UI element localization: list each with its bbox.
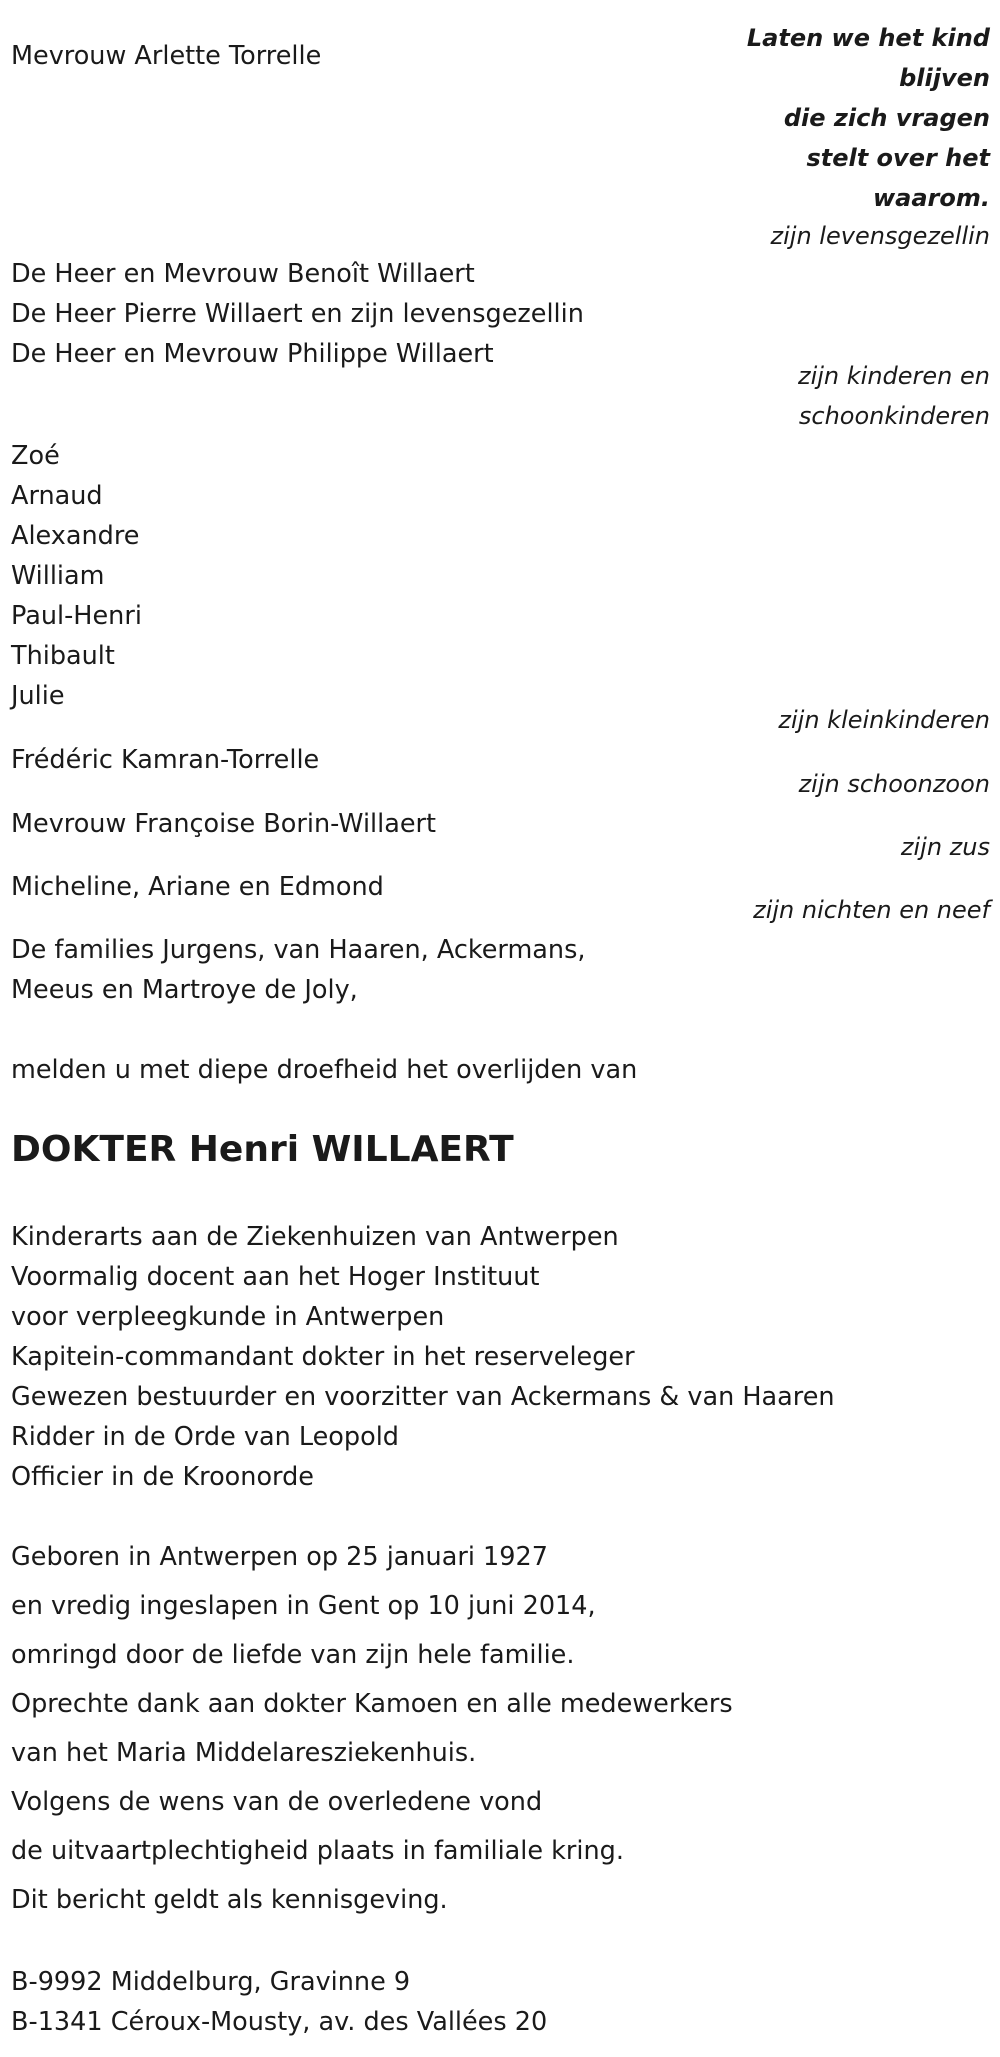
grandchild-name: Paul-Henri (11, 601, 142, 631)
quote-line: stelt over het (806, 144, 990, 172)
families-line: Meeus en Martroye de Joly, (11, 975, 358, 1005)
sister-role: zijn zus (900, 833, 990, 861)
son-in-law-name: Frédéric Kamran-Torrelle (11, 745, 320, 775)
detail-line: Oprechte dank aan dokter Kamoen en alle medewerkers (11, 1689, 733, 1719)
son-in-law-role: zijn schoonzoon (798, 770, 990, 798)
address-line: B-9992 Middelburg, Gravinne 9 (11, 1967, 411, 1997)
grandchild-name: Julie (11, 681, 65, 711)
detail-line: Dit bericht geldt als kennisgeving. (11, 1885, 448, 1915)
address-line: B-1341 Céroux-Mousty, av. des Vallées 20 (11, 2007, 548, 2037)
quote-line: die zich vragen (783, 104, 990, 132)
families-line: De families Jurgens, van Haaren, Ackermans, (11, 935, 586, 965)
title-line: Ridder in de Orde van Leopold (11, 1422, 399, 1452)
deceased-name: DOKTER Henri WILLAERT (11, 1129, 514, 1170)
nieces-name: Micheline, Ariane en Edmond (11, 872, 384, 902)
title-line: Gewezen bestuurder en voorzitter van Ackermans & van Haaren (11, 1382, 835, 1412)
partner-role: zijn levensgezellin (770, 222, 990, 250)
nieces-role: zijn nichten en neef (753, 896, 990, 924)
grandchild-name: Thibault (11, 641, 115, 671)
detail-line: van het Maria Middelaresziekenhuis. (11, 1738, 477, 1768)
announcement: melden u met diepe droefheid het overlijden van (11, 1055, 638, 1085)
children-role-line: zijn kinderen en (798, 362, 990, 390)
quote-line: blijven (899, 64, 990, 92)
quote-line: waarom. (872, 184, 990, 212)
grandchild-name: Arnaud (11, 481, 103, 511)
title-line: Voormalig docent aan het Hoger Instituut (11, 1262, 540, 1292)
child-name: De Heer Pierre Willaert en zijn levensgezellin (11, 299, 584, 329)
grandchildren-role: zijn kleinkinderen (778, 706, 990, 734)
detail-line: Geboren in Antwerpen op 25 januari 1927 (11, 1542, 548, 1572)
detail-line: Volgens de wens van de overledene vond (11, 1787, 543, 1817)
detail-line: omringd door de liefde van zijn hele familie. (11, 1640, 575, 1670)
child-name: De Heer en Mevrouw Philippe Willaert (11, 339, 494, 369)
detail-line: en vredig ingeslapen in Gent op 10 juni 2014, (11, 1591, 596, 1621)
title-line: Kapitein-commandant dokter in het reserveleger (11, 1342, 635, 1372)
child-name: De Heer en Mevrouw Benoît Willaert (11, 259, 475, 289)
quote-line: Laten we het kind (746, 24, 990, 52)
partner-name: Mevrouw Arlette Torrelle (11, 41, 322, 71)
grandchild-name: William (11, 561, 105, 591)
sister-name: Mevrouw Françoise Borin-Willaert (11, 809, 436, 839)
children-role-line: schoonkinderen (798, 402, 990, 430)
title-line: Officier in de Kroonorde (11, 1462, 314, 1492)
grandchild-name: Zoé (11, 441, 60, 471)
title-line: voor verpleegkunde in Antwerpen (11, 1302, 445, 1332)
title-line: Kinderarts aan de Ziekenhuizen van Antwerpen (11, 1222, 619, 1252)
detail-line: de uitvaartplechtigheid plaats in familiale kring. (11, 1836, 624, 1866)
grandchild-name: Alexandre (11, 521, 140, 551)
